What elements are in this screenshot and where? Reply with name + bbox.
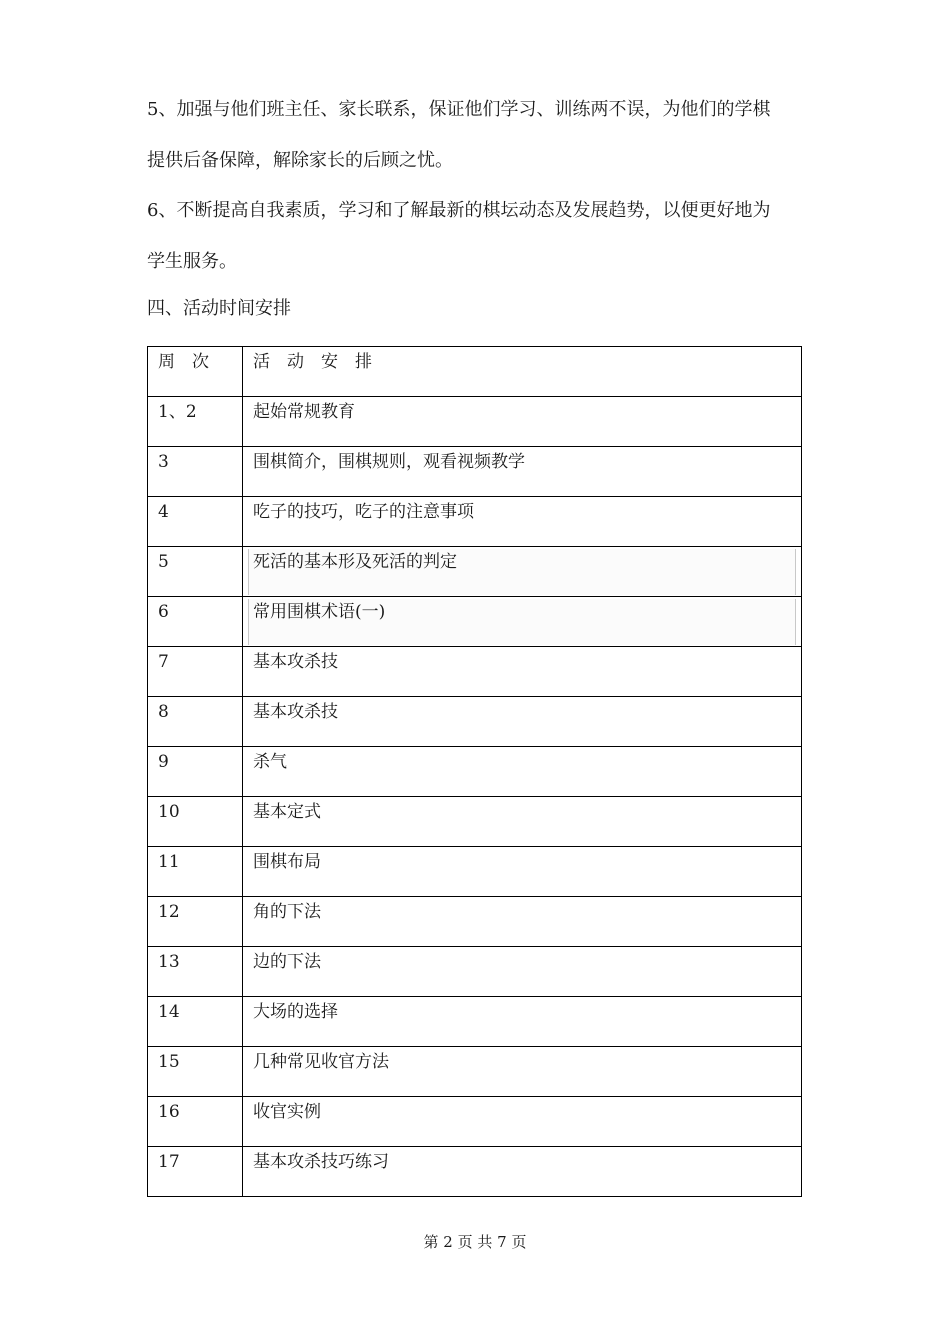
- activity-cell: 角的下法: [243, 897, 802, 947]
- table-row: [148, 1047, 802, 1097]
- table-row: [148, 397, 802, 447]
- activity-cell: 围棋简介，围棋规则，观看视频教学: [243, 447, 802, 497]
- activity-cell: 收官实例: [243, 1097, 802, 1147]
- page-number-footer: 第 2 页 共 7 页: [423, 1233, 527, 1251]
- activity-cell: 基本攻杀技: [243, 647, 802, 697]
- activity-cell: 杀气: [243, 747, 802, 797]
- activity-cell: 基本攻杀技: [243, 697, 802, 747]
- activity-cell: 基本攻杀技巧练习: [243, 1147, 802, 1197]
- table-row: [148, 597, 802, 647]
- week-cell: 11: [148, 847, 243, 897]
- week-cell: 4: [148, 497, 243, 547]
- table-row: [148, 1097, 802, 1147]
- table-row: [148, 897, 802, 947]
- table-row: [148, 947, 802, 997]
- section-heading: 四、活动时间安排: [147, 298, 291, 319]
- header-activity: 活 动 安 排: [243, 347, 802, 397]
- table-row: [148, 647, 802, 697]
- activity-cell: 常用围棋术语(一): [243, 597, 802, 647]
- table-row: [148, 847, 802, 897]
- table-row: [148, 747, 802, 797]
- activity-cell: 基本定式: [243, 797, 802, 847]
- paragraph-item-6-line-2: 学生服务。: [147, 251, 237, 272]
- activity-cell: 起始常规教育: [243, 397, 802, 447]
- paragraph-item-6-line-1: 6、不断提高自我素质，学习和了解最新的棋坛动态及发展趋势，以便更好地为: [147, 200, 771, 221]
- activity-cell: 边的下法: [243, 947, 802, 997]
- schedule-table: [147, 346, 802, 1197]
- table-row: [148, 547, 802, 597]
- activity-cell: 几种常见收官方法: [243, 1047, 802, 1097]
- week-cell: 13: [148, 947, 243, 997]
- table-header-row: [148, 347, 802, 397]
- week-cell: 17: [148, 1147, 243, 1197]
- week-cell: 1、2: [148, 397, 243, 447]
- paragraph-item-5-line-2: 提供后备保障，解除家长的后顾之忧。: [147, 150, 453, 171]
- week-cell: 8: [148, 697, 243, 747]
- week-cell: 14: [148, 997, 243, 1047]
- table-row: [148, 697, 802, 747]
- week-cell: 3: [148, 447, 243, 497]
- table-row: [148, 1147, 802, 1197]
- table-row: [148, 447, 802, 497]
- activity-cell: 围棋布局: [243, 847, 802, 897]
- week-cell: 7: [148, 647, 243, 697]
- week-cell: 6: [148, 597, 243, 647]
- week-cell: 16: [148, 1097, 243, 1147]
- paragraph-item-5-line-1: 5、加强与他们班主任、家长联系，保证他们学习、训练两不误，为他们的学棋: [147, 99, 771, 120]
- week-cell: 5: [148, 547, 243, 597]
- week-cell: 15: [148, 1047, 243, 1097]
- activity-cell: 吃子的技巧，吃子的注意事项: [243, 497, 802, 547]
- week-cell: 10: [148, 797, 243, 847]
- table-row: [148, 497, 802, 547]
- table-row: [148, 997, 802, 1047]
- week-cell: 9: [148, 747, 243, 797]
- table-row: [148, 797, 802, 847]
- activity-cell: 大场的选择: [243, 997, 802, 1047]
- activity-cell: 死活的基本形及死活的判定: [243, 547, 802, 597]
- week-cell: 12: [148, 897, 243, 947]
- header-week: 周 次: [148, 347, 243, 397]
